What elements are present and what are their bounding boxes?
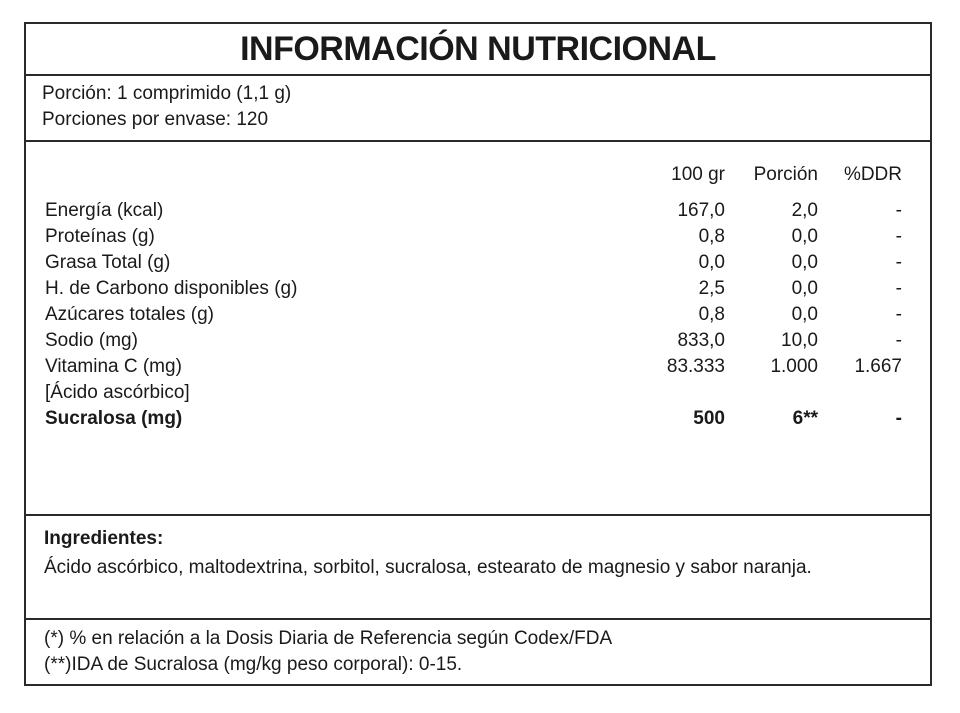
table-row	[26, 226, 930, 252]
value-portion: 0,0	[791, 278, 818, 299]
value-per100: 500	[693, 408, 725, 429]
value-per100: 0,8	[698, 304, 725, 325]
value-portion: 0,0	[791, 252, 818, 273]
portion-size: Porción: 1 comprimido (1,1 g)	[42, 83, 292, 104]
nutrient-name: Vitamina C (mg)	[45, 356, 182, 377]
header-per100: 100 gr	[671, 164, 725, 185]
value-ddr: -	[895, 330, 902, 351]
table-row	[26, 330, 930, 356]
portions-per-container: Porciones por envase: 120	[42, 109, 269, 130]
value-per100: 833,0	[677, 330, 725, 351]
nutrient-name: Proteínas (g)	[45, 226, 155, 247]
nutrient-table	[26, 142, 930, 516]
value-ddr: -	[895, 226, 902, 247]
nutrient-name: Azúcares totales (g)	[45, 304, 214, 325]
ingredients-title: Ingredientes:	[44, 528, 164, 549]
nutrient-name: Energía (kcal)	[45, 200, 164, 221]
nutrient-name: Sucralosa (mg)	[45, 408, 183, 429]
nutrient-name: H. de Carbono disponibles (g)	[45, 278, 298, 299]
serving-section	[26, 76, 930, 142]
header-ddr: %DDR	[843, 164, 902, 185]
footnote-ida: (**)IDA de Sucralosa (mg/kg peso corporal): 0-15.	[44, 654, 463, 675]
table-row	[26, 382, 930, 408]
nutrient-name: Grasa Total (g)	[45, 252, 171, 273]
footnote-ddr: (*) % en relación a la Dosis Diaria de Referencia según Codex/FDA	[44, 628, 613, 649]
value-portion: 2,0	[791, 200, 818, 221]
value-ddr: -	[895, 278, 902, 299]
title-section	[26, 24, 930, 76]
value-per100: 0,8	[698, 226, 725, 247]
nutrient-name: [Ácido ascórbico]	[45, 382, 190, 403]
value-per100: 2,5	[698, 278, 725, 299]
table-row	[26, 200, 930, 226]
nutrient-name: Sodio (mg)	[45, 330, 138, 351]
value-portion: 10,0	[781, 330, 818, 351]
table-row	[26, 408, 930, 434]
table-row	[26, 252, 930, 278]
value-ddr: -	[895, 200, 902, 221]
value-ddr: -	[895, 304, 902, 325]
nutrition-label	[24, 22, 932, 686]
value-portion: 1.000	[770, 356, 818, 377]
footnotes-section	[26, 620, 930, 686]
ingredients-text: Ácido ascórbico, maltodextrina, sorbitol, sucralosa, estearato de magnesio y sabor naranja.	[44, 557, 812, 578]
label-title: INFORMACIÓN NUTRICIONAL	[240, 30, 716, 68]
table-row	[26, 304, 930, 330]
value-per100: 167,0	[677, 200, 725, 221]
value-portion: 6**	[792, 408, 818, 429]
value-portion: 0,0	[791, 304, 818, 325]
ingredients-section	[26, 516, 930, 620]
value-per100: 0,0	[698, 252, 725, 273]
table-row	[26, 356, 930, 382]
value-ddr: -	[895, 408, 902, 429]
value-ddr: 1.667	[854, 356, 902, 377]
value-ddr: -	[895, 252, 902, 273]
table-row	[26, 278, 930, 304]
header-portion: Porción	[753, 164, 818, 185]
value-portion: 0,0	[791, 226, 818, 247]
value-per100: 83.333	[666, 356, 725, 377]
